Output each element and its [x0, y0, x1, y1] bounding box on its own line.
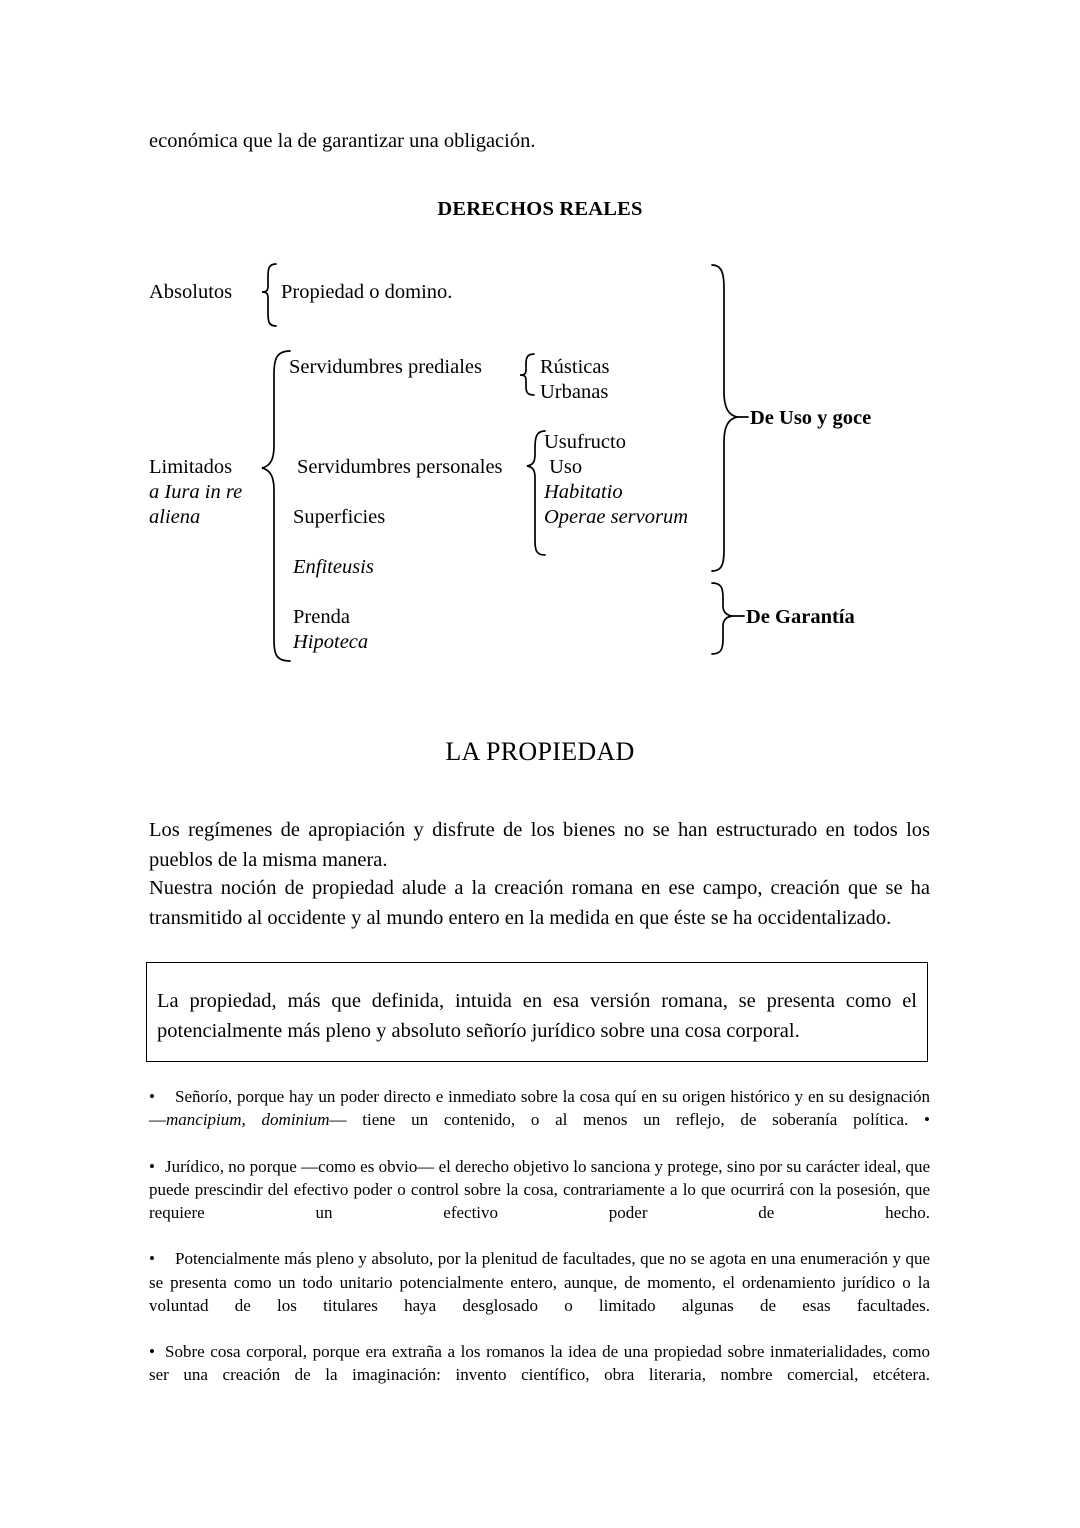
- list-item: [149, 1340, 930, 1410]
- diagram-item-usufructo: Usufructo: [544, 431, 626, 453]
- bullet-text-italic: mancipium, dominium: [166, 1110, 330, 1130]
- diagram-item-propiedad-dominio: Propiedad o domino.: [281, 281, 453, 303]
- bullet-marker: •: [149, 1087, 155, 1106]
- bullet-marker: •: [149, 1156, 155, 1176]
- diagram-item-hipoteca: Hipoteca: [293, 631, 369, 653]
- diagram-label-aliena: aliena: [149, 506, 201, 528]
- diagram-item-enfiteusis: Enfiteusis: [293, 556, 374, 578]
- intro-continuation-line: económica que la de garantizar una obligación.: [149, 130, 536, 152]
- derechos-reales-diagram: [0, 250, 1080, 670]
- bullet-text-pre: Señorío, porque hay un poder directo e inmediato sobre la cosa quí en su origen histórico y en su designación —: [149, 1087, 930, 1130]
- list-item: [149, 1247, 930, 1340]
- definition-box: [146, 962, 928, 1062]
- bullet-text-pre: Potencialmente más pleno y absoluto, por la plenitud de facultades, que no se agota en una enumeración y que se presenta como un todo unitario potencialmente entero, aunque, de momento, el ordenamiento jurídico o la voluntad de los titulares haya desglosado o limitado algunas de esas facultades.: [149, 1249, 930, 1315]
- bullet-marker: •: [149, 1342, 155, 1362]
- diagram-label-limitados: Limitados: [149, 456, 233, 478]
- paragraph-regimenes: Los regímenes de apropiación y disfrute de los bienes no se han estructurado en todos los pueblos de la misma manera.: [149, 819, 930, 871]
- bullet-text-post: — tiene un contenido, o al menos un reflejo, de soberanía política. •: [329, 1110, 930, 1130]
- heading-la-propiedad: LA PROPIEDAD: [445, 737, 635, 766]
- diagram-item-urbanas: Urbanas: [540, 381, 609, 403]
- list-item: [149, 1085, 930, 1155]
- diagram-item-rusticas: Rústicas: [540, 356, 610, 378]
- diagram-item-servidumbres-personales: Servidumbres personales: [297, 456, 503, 478]
- bullet-text-pre: Jurídico, no porque —como es obvio— el derecho objetivo lo sanciona y protege, sino por su carácter ideal, que puede prescindir del efectivo poder o control sobre la cosa, contrariamente a lo que ocurrirá con la posesión, que requiere un efectivo poder de hecho.: [149, 1156, 930, 1223]
- diagram-item-servidumbres-prediales: Servidumbres prediales: [289, 356, 482, 378]
- diagram-group-label-uso-y-goce: De Uso y goce: [750, 407, 872, 429]
- bullet-list: [149, 1085, 930, 1410]
- diagram-item-operae-servorum: Operae servorum: [544, 506, 689, 528]
- paragraph-nocion-propiedad: Nuestra noción de propiedad alude a la creación romana en ese campo, creación que se ha transmitido al occidente y al mundo entero en la medida en que éste se ha occidentalizado.: [149, 877, 930, 929]
- diagram-label-iura-in-re: a Iura in re: [149, 481, 243, 503]
- bullet-text-pre: Sobre cosa corporal, porque era extraña a los romanos la idea de una propiedad sobre inmaterialidades, como ser una creación de la imaginación: invento científico, obra literaria, nombre comercial, etcétera.: [149, 1342, 930, 1385]
- bullet-marker: •: [149, 1249, 155, 1269]
- diagram-item-uso: Uso: [544, 456, 583, 478]
- list-item: [149, 1155, 930, 1248]
- diagram-group-label-garantia: De Garantía: [746, 606, 855, 628]
- diagram-label-absolutos: Absolutos: [149, 281, 233, 303]
- diagram-item-superficies: Superficies: [293, 506, 386, 528]
- definition-box-text: La propiedad, más que definida, intuida en esa versión romana, se presenta como el potencialmente más pleno y absoluto señorío jurídico sobre una cosa corporal.: [157, 990, 917, 1042]
- heading-derechos-reales: DERECHOS REALES: [437, 198, 643, 220]
- diagram-item-habitatio: Habitatio: [544, 481, 623, 503]
- diagram-item-prenda: Prenda: [293, 606, 350, 628]
